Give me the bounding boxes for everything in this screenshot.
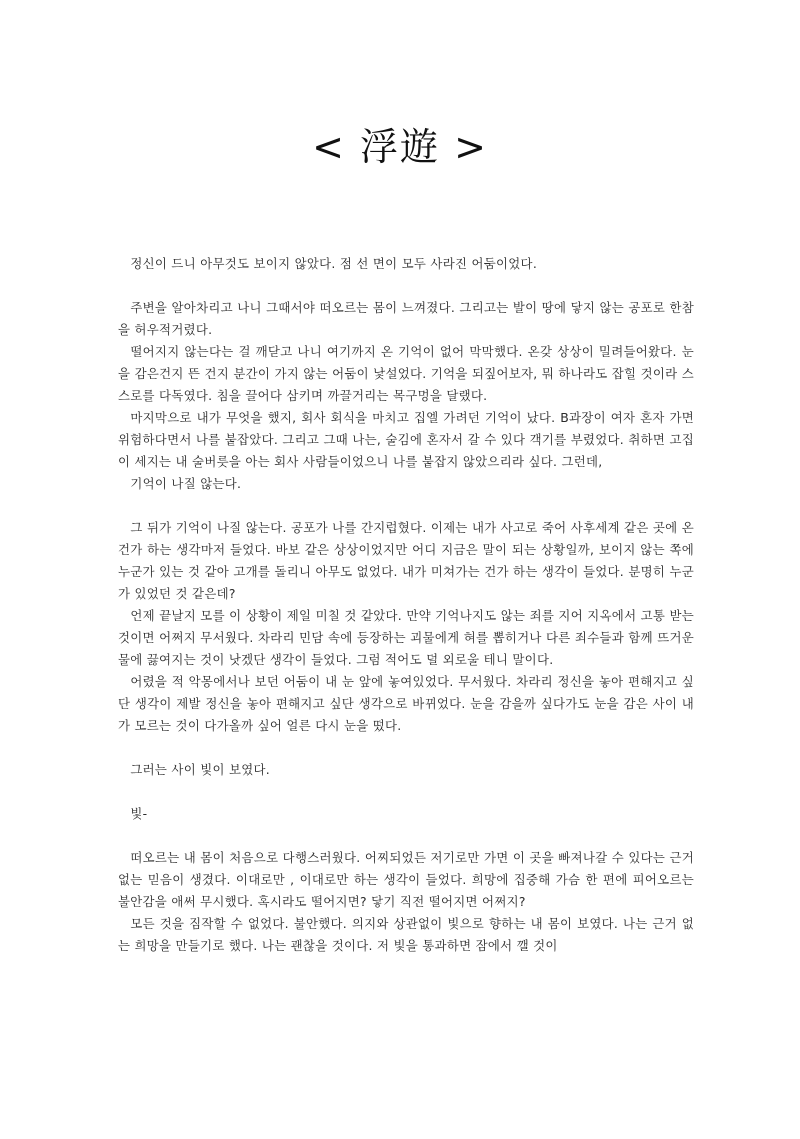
paragraph-spacer: [118, 275, 694, 297]
paragraph: 그 뒤가 기억이 나질 않는다. 공포가 나를 간지럽혔다. 이제는 내가 사고로 죽어 사후세계 같은 곳에 온 건가 하는 생각마저 들었다. 바보 같은 상상이었지만 어디 지금은 말이 되는 상황일까, 보이지 않는 쪽에 누군가 있는 것 같아 고개를 돌리니 아무도 없었다. 내가 미쳐가는 건가 하는 생각이 들었다. 분명히 누군가 있었던 것 같은데?: [118, 520, 694, 601]
paragraph: 언제 끝날지 모를 이 상황이 제일 미칠 것 같았다. 만약 기억나지도 않는 죄를 지어 지옥에서 고통 받는 것이면 어쩌지 무서웠다. 차라리 민담 속에 등장하는 괴물에게 혀를 뽑히거나 다른 죄수들과 함께 뜨거운 물에 끓여지는 것이 낫겠단 생각이 들었다. 그럼 적어도 덜 외로울 테니 말이다.: [118, 608, 694, 667]
paragraph: 빛-: [130, 806, 148, 821]
paragraph: 떠오르는 내 몸이 처음으로 다행스러웠다. 어찌되었든 저기로만 가면 이 곳을 빠져나갈 수 있다는 근거 없는 믿음이 생겼다. 이대로만 , 이대로만 하는 생각이 들었다. 희망에 집중해 가슴 한 편에 피어오르는 불안감을 애써 무시했다. 혹시라도 떨어지면? 닿기 직전 떨어지면 어쩌지?: [118, 850, 694, 909]
paragraph: 기억이 나질 않는다.: [130, 476, 242, 491]
paragraph: 주변을 알아차리고 나니 그때서야 떠오르는 몸이 느껴졌다. 그리고는 발이 땅에 닿지 않는 공포로 한참을 허우적거렸다.: [118, 300, 694, 337]
paragraph: 그러는 사이 빛이 보였다.: [130, 762, 271, 777]
paragraph: 모든 것을 짐작할 수 없었다. 불안했다. 의지와 상관없이 빛으로 향하는 내 몸이 보였다. 나는 근거 없는 희망을 만들기로 했다. 나는 괜찮을 것이다. 저 빛을 통과하면 잠에서 깰 것이: [118, 916, 694, 953]
paragraph: 정신이 드니 아무것도 보이지 않았다. 점 선 면이 모두 사라진 어둠이었다.: [130, 256, 538, 271]
paragraph-spacer: [118, 825, 694, 847]
page-title: < 浮遊 >: [312, 125, 488, 169]
paragraph: 마지막으로 내가 무엇을 했지, 회사 회식을 마치고 집엘 가려던 기억이 났다. B과장이 여자 혼자 가면 위험하다면서 나를 붙잡았다. 그리고 그때 나는, 술김에 혼자서 갈 수 있다 객기를 부렸었다. 취하면 고집이 세지는 내 술버릇을 아는 회사 사람들이었으니 나를 붙잡지 않았으리라 싶다. 그런데,: [118, 410, 694, 469]
paragraph-spacer: [118, 737, 694, 759]
story-body: [118, 253, 694, 957]
paragraph-spacer: [118, 781, 694, 803]
paragraph: 떨어지지 않는다는 걸 깨닫고 나니 여기까지 온 기억이 없어 막막했다. 온갖 상상이 밀려들어왔다. 눈을 감은건지 뜬 건지 분간이 가지 않는 어둠이 낯설었다. 기억을 되짚어보자, 뭐 하나라도 잡힐 것이라 스스로를 다독였다. 침을 끌어다 삼키며 까끌거리는 목구멍을 달랬다.: [118, 344, 694, 403]
paragraph: 어렸을 적 악몽에서나 보던 어둠이 내 눈 앞에 놓여있었다. 무서웠다. 차라리 정신을 놓아 편해지고 싶단 생각이 제발 정신을 놓아 편해지고 싶단 생각으로 바뀌었다. 눈을 감을까 싶다가도 눈을 감은 사이 내가 모르는 것이 다가올까 싶어 얼른 다시 눈을 떴다.: [118, 674, 694, 733]
paragraph-spacer: [118, 495, 694, 517]
